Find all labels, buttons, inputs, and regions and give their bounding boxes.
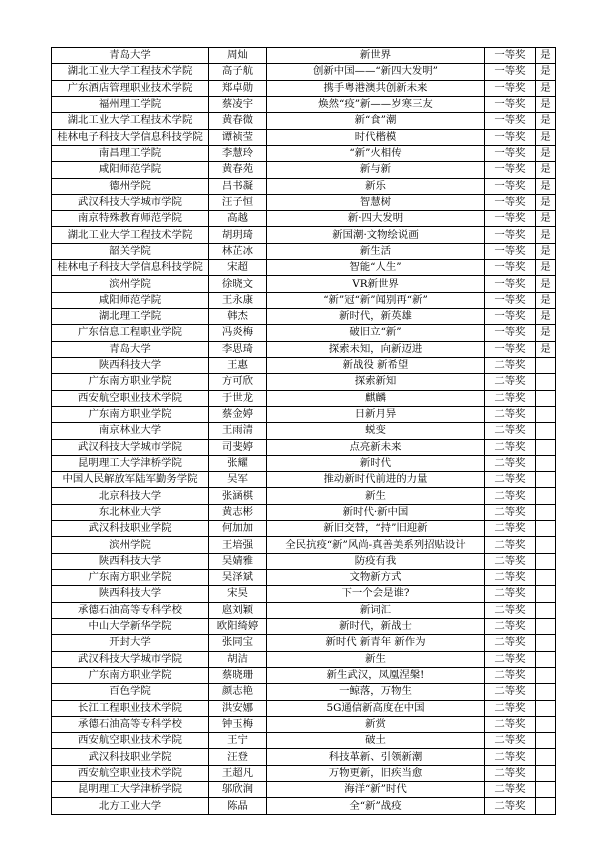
school-cell: 西安航空职业技术学院 [52,733,209,749]
name-cell: 蔡晓珊 [209,667,267,683]
table-row [52,325,556,341]
school-cell: 武汉科技大学城市学院 [52,194,209,210]
award-level-cell: 二等奖 [485,553,536,569]
award-level-cell: 一等奖 [485,309,536,325]
name-cell: 钟玉梅 [209,716,267,732]
award-level-cell: 二等奖 [485,765,536,781]
flag-cell [536,374,556,390]
work-title-cell: 新与新 [267,162,485,178]
school-cell: 中国人民解放军陆军勤务学院 [52,472,209,488]
work-title-cell: 新战役 新希望 [267,357,485,373]
school-cell: 韶关学院 [52,243,209,259]
work-title-cell: 新“食”潮 [267,113,485,129]
flag-cell: 是 [536,178,556,194]
award-level-cell: 二等奖 [485,390,536,406]
table-row [52,635,556,651]
award-level-cell: 二等奖 [485,406,536,422]
award-level-cell: 一等奖 [485,325,536,341]
name-cell: 司斐婷 [209,439,267,455]
flag-cell: 是 [536,292,556,308]
work-title-cell: 新时代，新战士 [267,618,485,634]
name-cell: 方可欣 [209,374,267,390]
name-cell: 吴婧雅 [209,553,267,569]
work-title-cell: 新国潮·文物绘说画 [267,227,485,243]
award-level-cell: 一等奖 [485,243,536,259]
work-title-cell: 新·四大发明 [267,211,485,227]
name-cell: 冯炎梅 [209,325,267,341]
award-level-cell: 二等奖 [485,667,536,683]
school-cell: 昆明理工大学津桥学院 [52,782,209,798]
school-cell: 西安航空职业技术学院 [52,765,209,781]
award-level-cell: 一等奖 [485,48,536,64]
name-cell: 张同宝 [209,635,267,651]
name-cell: 谭祯莹 [209,129,267,145]
flag-cell [536,618,556,634]
school-cell: 咸阳师范学院 [52,162,209,178]
name-cell: 何加加 [209,521,267,537]
flag-cell [536,716,556,732]
table-row [52,406,556,422]
table-row [52,504,556,520]
flag-cell [536,423,556,439]
table-row [52,276,556,292]
award-level-cell: 一等奖 [485,260,536,276]
school-cell: 陕西科技大学 [52,357,209,373]
school-cell: 武汉科技职业学院 [52,749,209,765]
work-title-cell: 点亮新未来 [267,439,485,455]
award-table [51,47,556,815]
school-cell: 武汉科技职业学院 [52,521,209,537]
flag-cell: 是 [536,260,556,276]
work-title-cell: 新时代 新青年 新作为 [267,635,485,651]
school-cell: 昆明理工大学津桥学院 [52,455,209,471]
name-cell: 高越 [209,211,267,227]
award-level-cell: 二等奖 [485,439,536,455]
flag-cell [536,651,556,667]
name-cell: 李思琦 [209,341,267,357]
school-cell: 广东南方职业学院 [52,667,209,683]
name-cell: 黄春苑 [209,162,267,178]
school-cell: 开封大学 [52,635,209,651]
work-title-cell: 破土 [267,733,485,749]
school-cell: 西安航空职业技术学院 [52,390,209,406]
flag-cell [536,798,556,814]
flag-cell [536,390,556,406]
school-cell: 广东酒店管理职业技术学院 [52,80,209,96]
school-cell: 承德石油高等专科学校 [52,716,209,732]
flag-cell [536,488,556,504]
flag-cell: 是 [536,64,556,80]
table-row [52,618,556,634]
name-cell: 胡玥琦 [209,227,267,243]
award-level-cell: 一等奖 [485,64,536,80]
work-title-cell: 万物更新，旧疾当愈 [267,765,485,781]
award-level-cell: 一等奖 [485,145,536,161]
award-level-cell: 二等奖 [485,798,536,814]
table-row [52,178,556,194]
work-title-cell: 一鲸落，万物生 [267,684,485,700]
award-level-cell: 二等奖 [485,423,536,439]
award-level-cell: 二等奖 [485,651,536,667]
flag-cell: 是 [536,129,556,145]
flag-cell [536,602,556,618]
table-row [52,684,556,700]
school-cell: 咸阳师范学院 [52,292,209,308]
name-cell: 蔡凌宇 [209,96,267,112]
school-cell: 长江工程职业技术学院 [52,700,209,716]
flag-cell: 是 [536,211,556,227]
table-row [52,765,556,781]
work-title-cell: 创新中国——“新四大发明” [267,64,485,80]
work-title-cell: 新旧交替，“持”旧迎新 [267,521,485,537]
flag-cell: 是 [536,276,556,292]
name-cell: 李慧玲 [209,145,267,161]
award-level-cell: 一等奖 [485,276,536,292]
name-cell: 宋超 [209,260,267,276]
work-title-cell: 海洋“新”时代 [267,782,485,798]
award-level-cell: 二等奖 [485,537,536,553]
table-row [52,537,556,553]
award-level-cell: 一等奖 [485,292,536,308]
award-level-cell: 二等奖 [485,716,536,732]
award-level-cell: 二等奖 [485,455,536,471]
work-title-cell: 全“新”战疫 [267,798,485,814]
flag-cell: 是 [536,80,556,96]
school-cell: 广东南方职业学院 [52,570,209,586]
table-row [52,749,556,765]
school-cell: 桂林电子科技大学信息科技学院 [52,260,209,276]
school-cell: 湖北理工学院 [52,309,209,325]
table-row [52,390,556,406]
flag-cell [536,700,556,716]
award-level-cell: 二等奖 [485,635,536,651]
table-row [52,227,556,243]
work-title-cell: 下一个会是谁? [267,586,485,602]
table-row [52,374,556,390]
name-cell: 于世龙 [209,390,267,406]
award-level-cell: 二等奖 [485,504,536,520]
table-row [52,211,556,227]
school-cell: 武汉科技大学城市学院 [52,439,209,455]
award-level-cell: 二等奖 [485,602,536,618]
school-cell: 承德石油高等专科学校 [52,602,209,618]
name-cell: 高子航 [209,64,267,80]
work-title-cell: 智能“人生” [267,260,485,276]
table-row [52,80,556,96]
flag-cell [536,733,556,749]
name-cell: 黄志彬 [209,504,267,520]
table-row [52,96,556,112]
flag-cell [536,749,556,765]
award-level-cell: 二等奖 [485,733,536,749]
work-title-cell: 科技革新、引领新潮 [267,749,485,765]
flag-cell [536,667,556,683]
table-row [52,602,556,618]
table-row [52,309,556,325]
table-row [52,553,556,569]
flag-cell [536,521,556,537]
table-row [52,145,556,161]
award-level-cell: 二等奖 [485,700,536,716]
name-cell: 王惠 [209,357,267,373]
work-title-cell: 新生 [267,488,485,504]
award-level-cell: 一等奖 [485,96,536,112]
table-row [52,260,556,276]
table-row [52,651,556,667]
work-title-cell: 焕然“疫”新——岁寒三友 [267,96,485,112]
table-row [52,423,556,439]
school-cell: 北方工业大学 [52,798,209,814]
school-cell: 百色学院 [52,684,209,700]
table-row [52,798,556,814]
flag-cell: 是 [536,48,556,64]
table-row [52,113,556,129]
school-cell: 南京林业大学 [52,423,209,439]
work-title-cell: 携手粤港澳共创新未来 [267,80,485,96]
table-row [52,292,556,308]
name-cell: 汪登 [209,749,267,765]
award-table-body [52,48,556,815]
name-cell: 陈晶 [209,798,267,814]
work-title-cell: 破旧立“新” [267,325,485,341]
name-cell: 吴泽斌 [209,570,267,586]
name-cell: 王宁 [209,733,267,749]
work-title-cell: 文物新方式 [267,570,485,586]
school-cell: 陕西科技大学 [52,586,209,602]
work-title-cell: 新时代·新中国 [267,504,485,520]
work-title-cell: 探索新知 [267,374,485,390]
name-cell: 周灿 [209,48,267,64]
flag-cell: 是 [536,113,556,129]
work-title-cell: 新生武汉，凤凰涅槃! [267,667,485,683]
name-cell: 洪安娜 [209,700,267,716]
name-cell: 欧阳绮婷 [209,618,267,634]
award-level-cell: 二等奖 [485,521,536,537]
table-row [52,472,556,488]
name-cell: 汪子恒 [209,194,267,210]
school-cell: 青岛大学 [52,341,209,357]
flag-cell: 是 [536,341,556,357]
name-cell: 黄春微 [209,113,267,129]
flag-cell [536,439,556,455]
work-title-cell: 探索未知，向新迈进 [267,341,485,357]
name-cell: 张涵棋 [209,488,267,504]
flag-cell: 是 [536,325,556,341]
work-title-cell: 防疫有我 [267,553,485,569]
name-cell: 林芷冰 [209,243,267,259]
school-cell: 滨州学院 [52,537,209,553]
table-row [52,357,556,373]
award-level-cell: 二等奖 [485,374,536,390]
award-level-cell: 一等奖 [485,211,536,227]
flag-cell [536,406,556,422]
table-row [52,243,556,259]
work-title-cell: 日新月异 [267,406,485,422]
table-row [52,129,556,145]
table-row [52,716,556,732]
flag-cell [536,684,556,700]
table-row [52,194,556,210]
award-level-cell: 二等奖 [485,472,536,488]
award-level-cell: 一等奖 [485,129,536,145]
school-cell: 福州理工学院 [52,96,209,112]
award-level-cell: 二等奖 [485,782,536,798]
work-title-cell: 麒麟 [267,390,485,406]
work-title-cell: 新时代，新英雄 [267,309,485,325]
flag-cell [536,586,556,602]
school-cell: 中山大学新华学院 [52,618,209,634]
name-cell: 张耀 [209,455,267,471]
work-title-cell: 新生 [267,651,485,667]
work-title-cell: 时代楷模 [267,129,485,145]
work-title-cell: 新赏 [267,716,485,732]
school-cell: 南昌理工学院 [52,145,209,161]
work-title-cell: 新生活 [267,243,485,259]
flag-cell: 是 [536,96,556,112]
school-cell: 广东信息工程职业学院 [52,325,209,341]
table-row [52,488,556,504]
table-row [52,162,556,178]
award-level-cell: 二等奖 [485,570,536,586]
award-level-cell: 二等奖 [485,618,536,634]
table-row [52,64,556,80]
work-title-cell: 蜕变 [267,423,485,439]
name-cell: 王永康 [209,292,267,308]
school-cell: 湖北工业大学工程技术学院 [52,113,209,129]
work-title-cell: 推动新时代前进的力量 [267,472,485,488]
name-cell: 邬欣润 [209,782,267,798]
flag-cell [536,455,556,471]
name-cell: 颜志艳 [209,684,267,700]
table-row [52,570,556,586]
flag-cell [536,765,556,781]
table-row [52,733,556,749]
school-cell: 湖北工业大学工程技术学院 [52,227,209,243]
award-list-page [51,47,555,815]
flag-cell [536,504,556,520]
flag-cell: 是 [536,309,556,325]
table-row [52,341,556,357]
award-level-cell: 一等奖 [485,227,536,243]
award-level-cell: 二等奖 [485,357,536,373]
flag-cell [536,635,556,651]
award-level-cell: 一等奖 [485,341,536,357]
flag-cell: 是 [536,194,556,210]
name-cell: 宋昊 [209,586,267,602]
flag-cell: 是 [536,162,556,178]
table-row [52,667,556,683]
name-cell: 胡洁 [209,651,267,667]
school-cell: 东北林业大学 [52,504,209,520]
flag-cell [536,553,556,569]
table-row [52,782,556,798]
table-row [52,586,556,602]
award-level-cell: 一等奖 [485,162,536,178]
award-level-cell: 一等奖 [485,178,536,194]
name-cell: 扈刘颖 [209,602,267,618]
table-row [52,48,556,64]
name-cell: 王培强 [209,537,267,553]
award-level-cell: 一等奖 [485,194,536,210]
award-level-cell: 一等奖 [485,113,536,129]
flag-cell: 是 [536,145,556,161]
work-title-cell: “新”冠“新”闻别再“新” [267,292,485,308]
flag-cell [536,570,556,586]
table-row [52,521,556,537]
work-title-cell: 新词汇 [267,602,485,618]
award-level-cell: 二等奖 [485,749,536,765]
table-row [52,455,556,471]
school-cell: 武汉科技大学城市学院 [52,651,209,667]
work-title-cell: 5G通信新高度在中国 [267,700,485,716]
flag-cell: 是 [536,227,556,243]
school-cell: 桂林电子科技大学信息科技学院 [52,129,209,145]
flag-cell [536,357,556,373]
work-title-cell: 智慧树 [267,194,485,210]
school-cell: 湖北工业大学工程技术学院 [52,64,209,80]
school-cell: 滨州学院 [52,276,209,292]
school-cell: 南京特殊教育师范学院 [52,211,209,227]
flag-cell [536,782,556,798]
name-cell: 吕书凝 [209,178,267,194]
work-title-cell: 新乐 [267,178,485,194]
school-cell: 广东南方职业学院 [52,374,209,390]
school-cell: 广东南方职业学院 [52,406,209,422]
name-cell: 徐晓文 [209,276,267,292]
name-cell: 王超凡 [209,765,267,781]
work-title-cell: 新时代 [267,455,485,471]
award-level-cell: 二等奖 [485,586,536,602]
name-cell: 韩杰 [209,309,267,325]
flag-cell [536,472,556,488]
work-title-cell: 新世界 [267,48,485,64]
table-row [52,700,556,716]
name-cell: 王雨清 [209,423,267,439]
school-cell: 北京科技大学 [52,488,209,504]
work-title-cell: 全民抗疫“新”风尚-真善美系列招贴设计 [267,537,485,553]
school-cell: 青岛大学 [52,48,209,64]
work-title-cell: VR新世界 [267,276,485,292]
award-level-cell: 一等奖 [485,80,536,96]
name-cell: 吴军 [209,472,267,488]
flag-cell [536,537,556,553]
flag-cell: 是 [536,243,556,259]
award-level-cell: 二等奖 [485,684,536,700]
table-row [52,439,556,455]
work-title-cell: “新”火相传 [267,145,485,161]
name-cell: 蔡金婷 [209,406,267,422]
award-level-cell: 二等奖 [485,488,536,504]
school-cell: 德州学院 [52,178,209,194]
school-cell: 陕西科技大学 [52,553,209,569]
name-cell: 郑卓勋 [209,80,267,96]
